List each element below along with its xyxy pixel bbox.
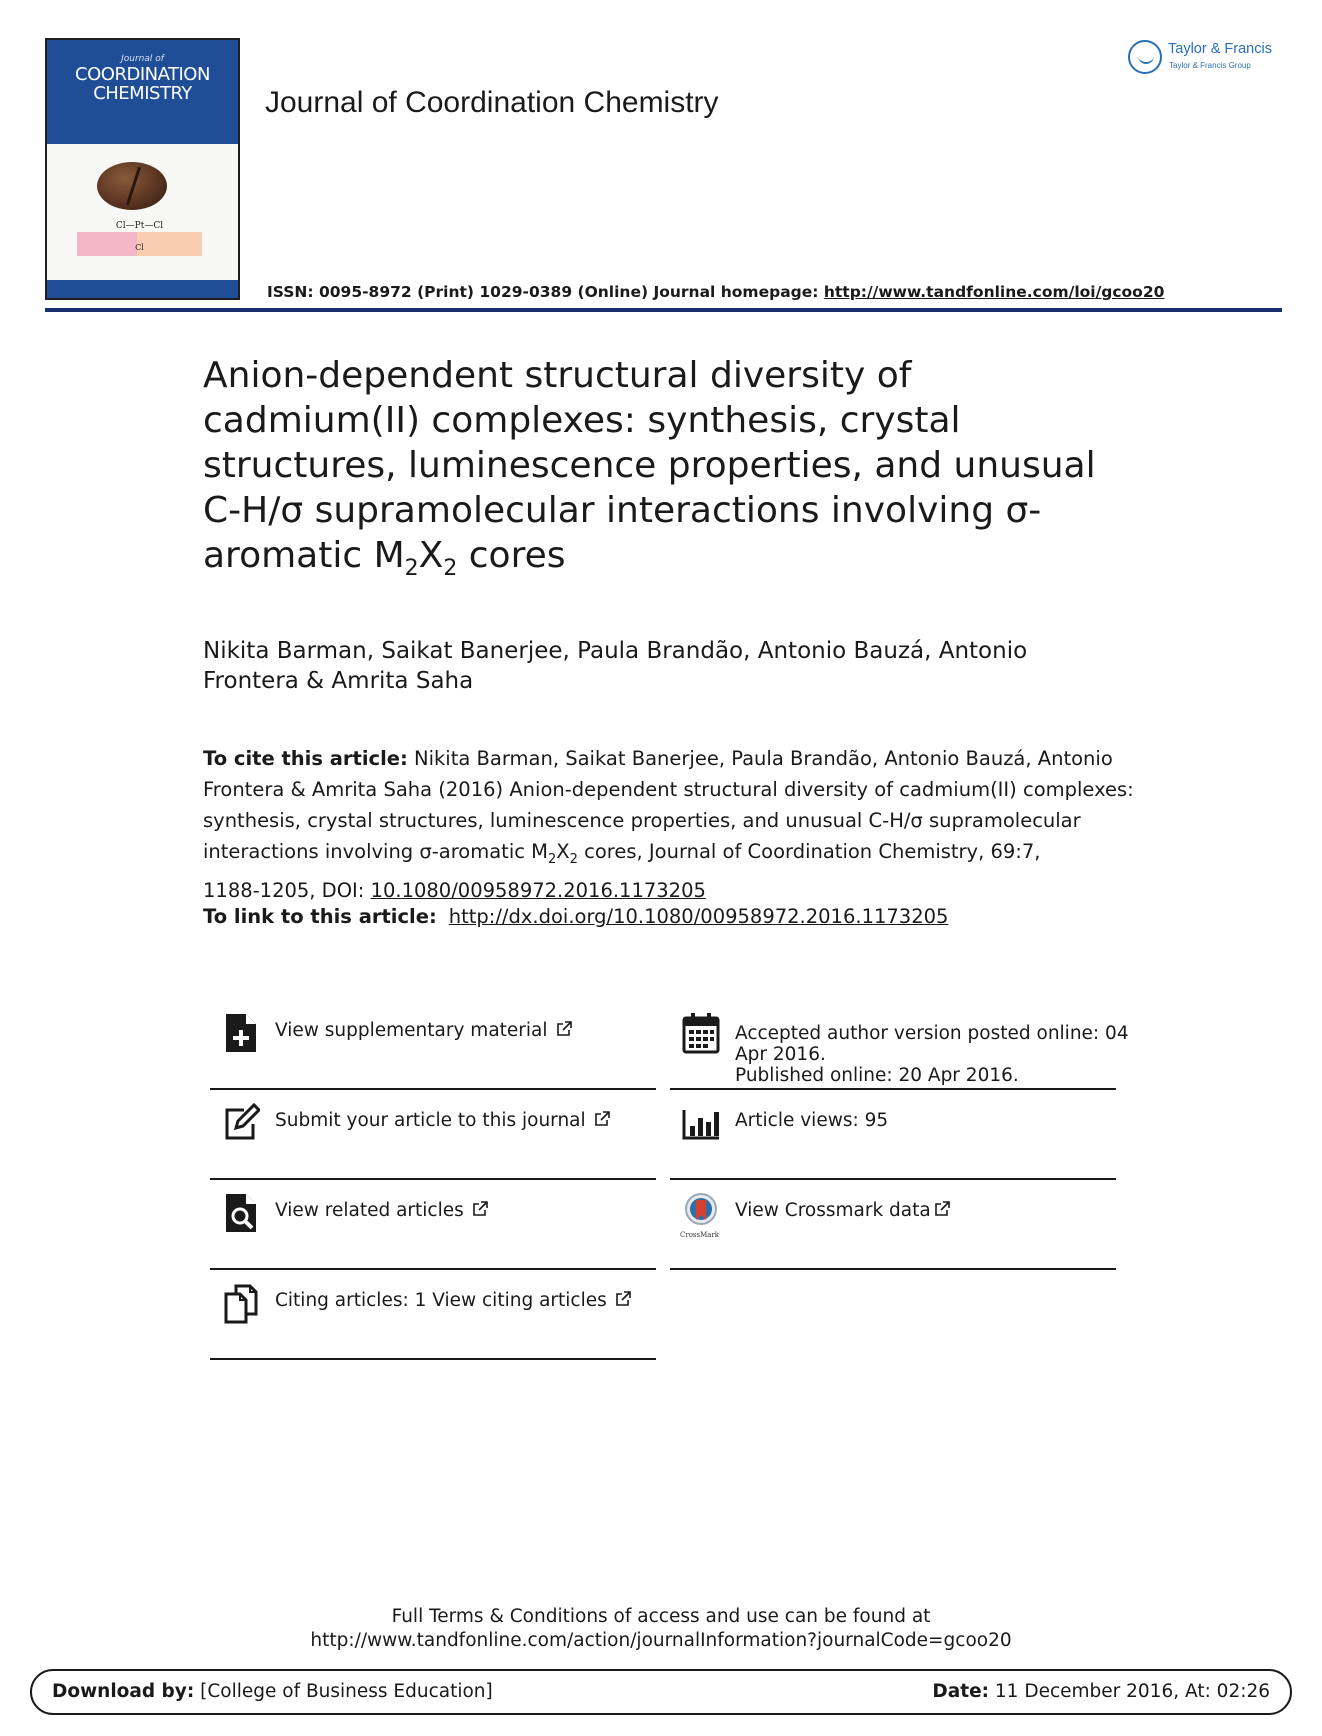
external-link-icon [594,1111,610,1127]
journal-homepage-link[interactable]: http://www.tandfonline.com/loi/gcoo20 [823,283,1165,301]
article-views-label: Article views: 95 [735,1110,889,1131]
journal-cover-image [45,38,240,300]
citation-line1 [203,743,1133,774]
accepted-line2: Apr 2016. [735,1044,826,1065]
title-part-c: cores [457,535,566,576]
crossmark-label: View Crossmark data [735,1200,931,1221]
submit-label: Submit your article to this journal [275,1110,586,1131]
tile-supplementary-material[interactable] [210,1000,656,1090]
article-link-line [203,905,948,928]
issn-text: ISSN: 0095-8972 (Print) 1029-0389 (Online) Journal homepage: [267,283,824,301]
title-subscript-2: 2 [443,556,458,582]
cover-chemical-formula-bottom: Cl [135,243,144,252]
accepted-line1: Accepted author version posted online: 04 [735,1023,1129,1044]
title-part-a: aromatic M [203,535,405,576]
external-link-icon [615,1291,631,1307]
citation-line5 [203,875,1133,906]
published-date: Published online: 20 Apr 2016. [735,1065,1019,1086]
external-link-icon [934,1201,950,1217]
article-title [203,353,1163,591]
copy-documents-icon [222,1282,260,1324]
tile-label [275,1110,610,1131]
date-label: Date: [932,1681,990,1702]
tile-article-views [670,1090,1116,1180]
tile-label [275,1020,572,1041]
citation-line4 [203,836,1133,875]
authors-line2: Frontera & Amrita Saha [203,668,474,694]
title-part-b: X [418,535,444,576]
tile-label [275,1200,488,1221]
issn-line [267,283,1164,301]
cover-journal-of: Journal of [121,54,164,64]
publication-dates-text [735,1023,1129,1086]
citation-block [203,743,1133,906]
download-by [52,1681,493,1702]
authors-line1: Nikita Barman, Saikat Banerjee, Paula Brandão, Antonio Bauzá, Antonio [203,638,1028,664]
article-link-label: To link to this article: [203,905,437,928]
download-info-bar [30,1669,1292,1715]
citing-label: Citing articles: 1 View citing articles [275,1290,607,1311]
tile-crossmark[interactable] [670,1180,1116,1270]
cover-footer-band [47,280,238,298]
citation-line2: Frontera & Amrita Saha (2016) Anion-dependent structural diversity of cadmium(II) complexes: [203,778,1134,801]
citation-line4-a: interactions involving σ-aromatic M [203,840,548,863]
date-value: 11 December 2016, At: 02:26 [989,1681,1270,1702]
crossmark-logo-text: CrossMark [680,1231,720,1239]
tile-related-articles[interactable] [210,1180,656,1270]
tile-publication-dates [670,1000,1129,1090]
calendar-icon [682,1012,720,1054]
terms-url[interactable]: http://www.tandfonline.com/action/journalInformation?journalCode=gcoo20 [310,1630,1012,1651]
cover-title [47,65,238,103]
article-title-line1: Anion-dependent structural diversity of [203,355,912,396]
citation-line1-text: Nikita Barman, Saikat Banerjee, Paula Brandão, Antonio Bauzá, Antonio [407,747,1113,770]
publisher-name: Taylor & Francis [1168,41,1272,57]
edit-icon [222,1102,260,1144]
external-link-icon [472,1201,488,1217]
supplementary-label: View supplementary material [275,1020,548,1041]
citation-subscript-2: 2 [569,851,578,867]
journal-title: Journal of Coordination Chemistry [265,86,719,119]
citation-line5-a: 1188-1205, DOI: [203,878,371,902]
publisher-logo-icon [1128,40,1162,74]
citation-label: To cite this article: [203,747,408,770]
publisher-logo[interactable] [1128,38,1288,78]
citation-line3: synthesis, crystal structures, luminescence properties, and unusual C-H/σ supramolecular [203,809,1081,832]
cover-title-line2: CHEMISTRY [93,83,192,104]
article-title-line5 [203,533,1163,591]
crossmark-icon [682,1192,720,1234]
add-document-icon [222,1012,260,1054]
citation-line4-b: X [556,840,570,863]
tile-citing-articles[interactable] [210,1270,656,1360]
bar-chart-icon [682,1102,720,1144]
download-label: Download by: [52,1681,195,1702]
publisher-group: Taylor & Francis Group [1169,61,1251,70]
document-search-icon [222,1192,260,1234]
article-title-line2: cadmium(II) complexes: synthesis, crystal [203,400,961,441]
tile-label [275,1290,631,1311]
title-subscript-1: 2 [404,556,419,582]
tile-label [735,1200,950,1221]
article-title-line4: C-H/σ supramolecular interactions involving σ- [203,490,1042,531]
terms-line1: Full Terms & Conditions of access and use can be found at [391,1606,931,1627]
citation-subscript-1: 2 [548,851,557,867]
tile-submit-article[interactable] [210,1090,656,1180]
header-divider [45,308,1282,312]
cover-title-line1: COORDINATION [75,64,210,85]
download-value: [College of Business Education] [194,1681,493,1702]
article-link-url[interactable]: http://dx.doi.org/10.1080/00958972.2016.1173205 [448,905,949,928]
download-date [932,1681,1270,1702]
related-label: View related articles [275,1200,464,1221]
cover-chemical-formula: Cl—Pt—Cl [115,221,164,231]
article-title-line3: structures, luminescence properties, and unusual [203,445,1096,486]
author-list [203,636,1103,696]
terms-and-conditions [0,1605,1322,1653]
doi-link[interactable]: 10.1080/00958972.2016.1173205 [370,878,706,902]
citation-line4-c: cores, Journal of Coordination Chemistry, 69:7, [577,840,1041,863]
external-link-icon [556,1021,572,1037]
